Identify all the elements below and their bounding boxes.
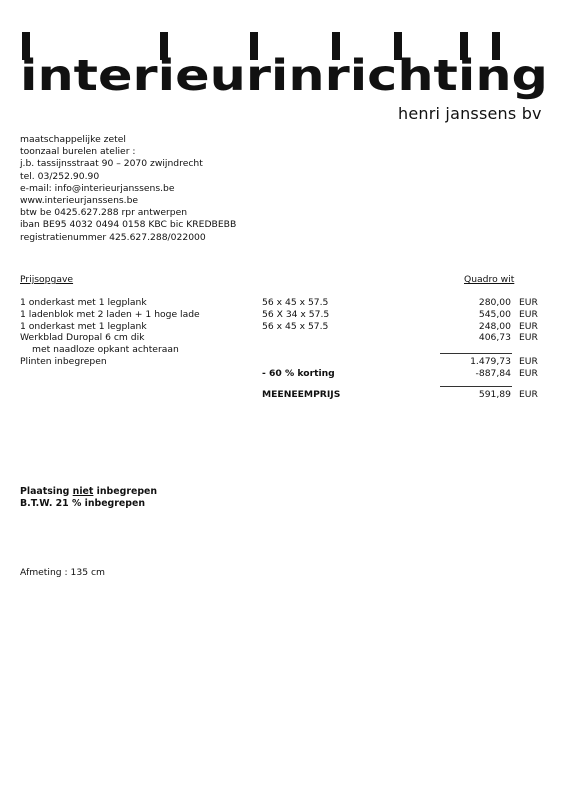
item-description: 1 onderkast met 1 legplank: [20, 297, 147, 308]
item-description: Werkblad Duropal 6 cm dik: [20, 332, 145, 344]
item-amount: 248,00: [478, 320, 511, 332]
company-detail-line: tel. 03/252.90.90: [20, 170, 100, 182]
subtotal-row: [20, 356, 550, 368]
subtotal-currency: EUR: [519, 355, 538, 367]
item-currency: EUR: [519, 332, 538, 344]
company-detail-line: maatschappelijke zetel: [20, 134, 126, 145]
item-amount: 545,00: [478, 308, 511, 320]
placement-not: niet: [72, 486, 94, 497]
company-detail-line: toonzaal burelen atelier :: [20, 146, 136, 158]
item-amount: 406,73: [478, 332, 511, 344]
company-name: henri janssens bv: [398, 104, 542, 123]
placement-suffix: inbegrepen: [93, 486, 158, 497]
item-dimensions: 56 X 34 x 57.5: [262, 308, 330, 320]
worktop-note: met naadloze opkant achteraan: [32, 344, 179, 356]
discount-label: - 60 % korting: [262, 367, 335, 379]
quote-title: Prijsopgave: [20, 274, 74, 285]
company-detail-line: btw be 0425.627.288 rpr antwerpen: [20, 207, 188, 219]
placement-note: [20, 486, 157, 498]
finish-label: Quadro wit: [464, 274, 515, 285]
line-item: [20, 297, 550, 309]
worktop-note-row: [20, 344, 550, 356]
item-currency: EUR: [519, 320, 538, 332]
item-dimensions: 56 x 45 x 57.5: [262, 297, 329, 308]
total-amount: 591,89: [478, 388, 511, 400]
item-currency: EUR: [519, 308, 538, 320]
item-amount: 280,00: [478, 297, 511, 308]
total-row: [20, 389, 550, 401]
item-dimensions: 56 x 45 x 57.5: [262, 320, 329, 332]
company-detail-line: www.interieurjanssens.be: [20, 195, 139, 207]
company-detail-line: e-mail: info@interieurjanssens.be: [20, 182, 175, 194]
item-description: 1 ladenblok met 2 laden + 1 hoge lade: [20, 308, 200, 320]
svg-text:interieurinrichting: interieurinrichting: [20, 51, 548, 101]
placement-prefix: Plaatsing: [20, 486, 73, 497]
line-item: [20, 309, 550, 321]
plinths-note: Plinten inbegrepen: [20, 355, 107, 367]
subtotal-amount: 1.479,73: [470, 355, 511, 367]
discount-currency: EUR: [519, 367, 538, 379]
quote-lines: [20, 297, 550, 400]
item-description: 1 onderkast met 1 legplank: [20, 320, 147, 332]
company-detail-line: j.b. tassijnsstraat 90 – 2070 zwijndrecht: [20, 158, 203, 170]
company-detail-line: registratienummer 425.627.288/022000: [20, 231, 206, 243]
line-item: [20, 321, 550, 333]
item-currency: EUR: [519, 297, 538, 308]
company-detail-line: iban BE95 4032 0494 0158 KBC bic KREDBEBB: [20, 219, 237, 231]
total-divider: [440, 386, 512, 387]
discount-row: [20, 368, 550, 380]
spacer-row: [20, 380, 550, 389]
discount-amount: -887,84: [475, 367, 511, 379]
total-label: MEENEEMPRIJS: [262, 388, 341, 400]
dimension-note: Afmeting : 135 cm: [20, 567, 105, 578]
notes: [20, 486, 157, 509]
vat-note: B.T.W. 21 % inbegrepen: [20, 497, 145, 509]
subtotal-divider: [440, 353, 512, 354]
line-item: [20, 332, 550, 344]
total-currency: EUR: [519, 388, 538, 400]
company-details: [20, 134, 236, 244]
